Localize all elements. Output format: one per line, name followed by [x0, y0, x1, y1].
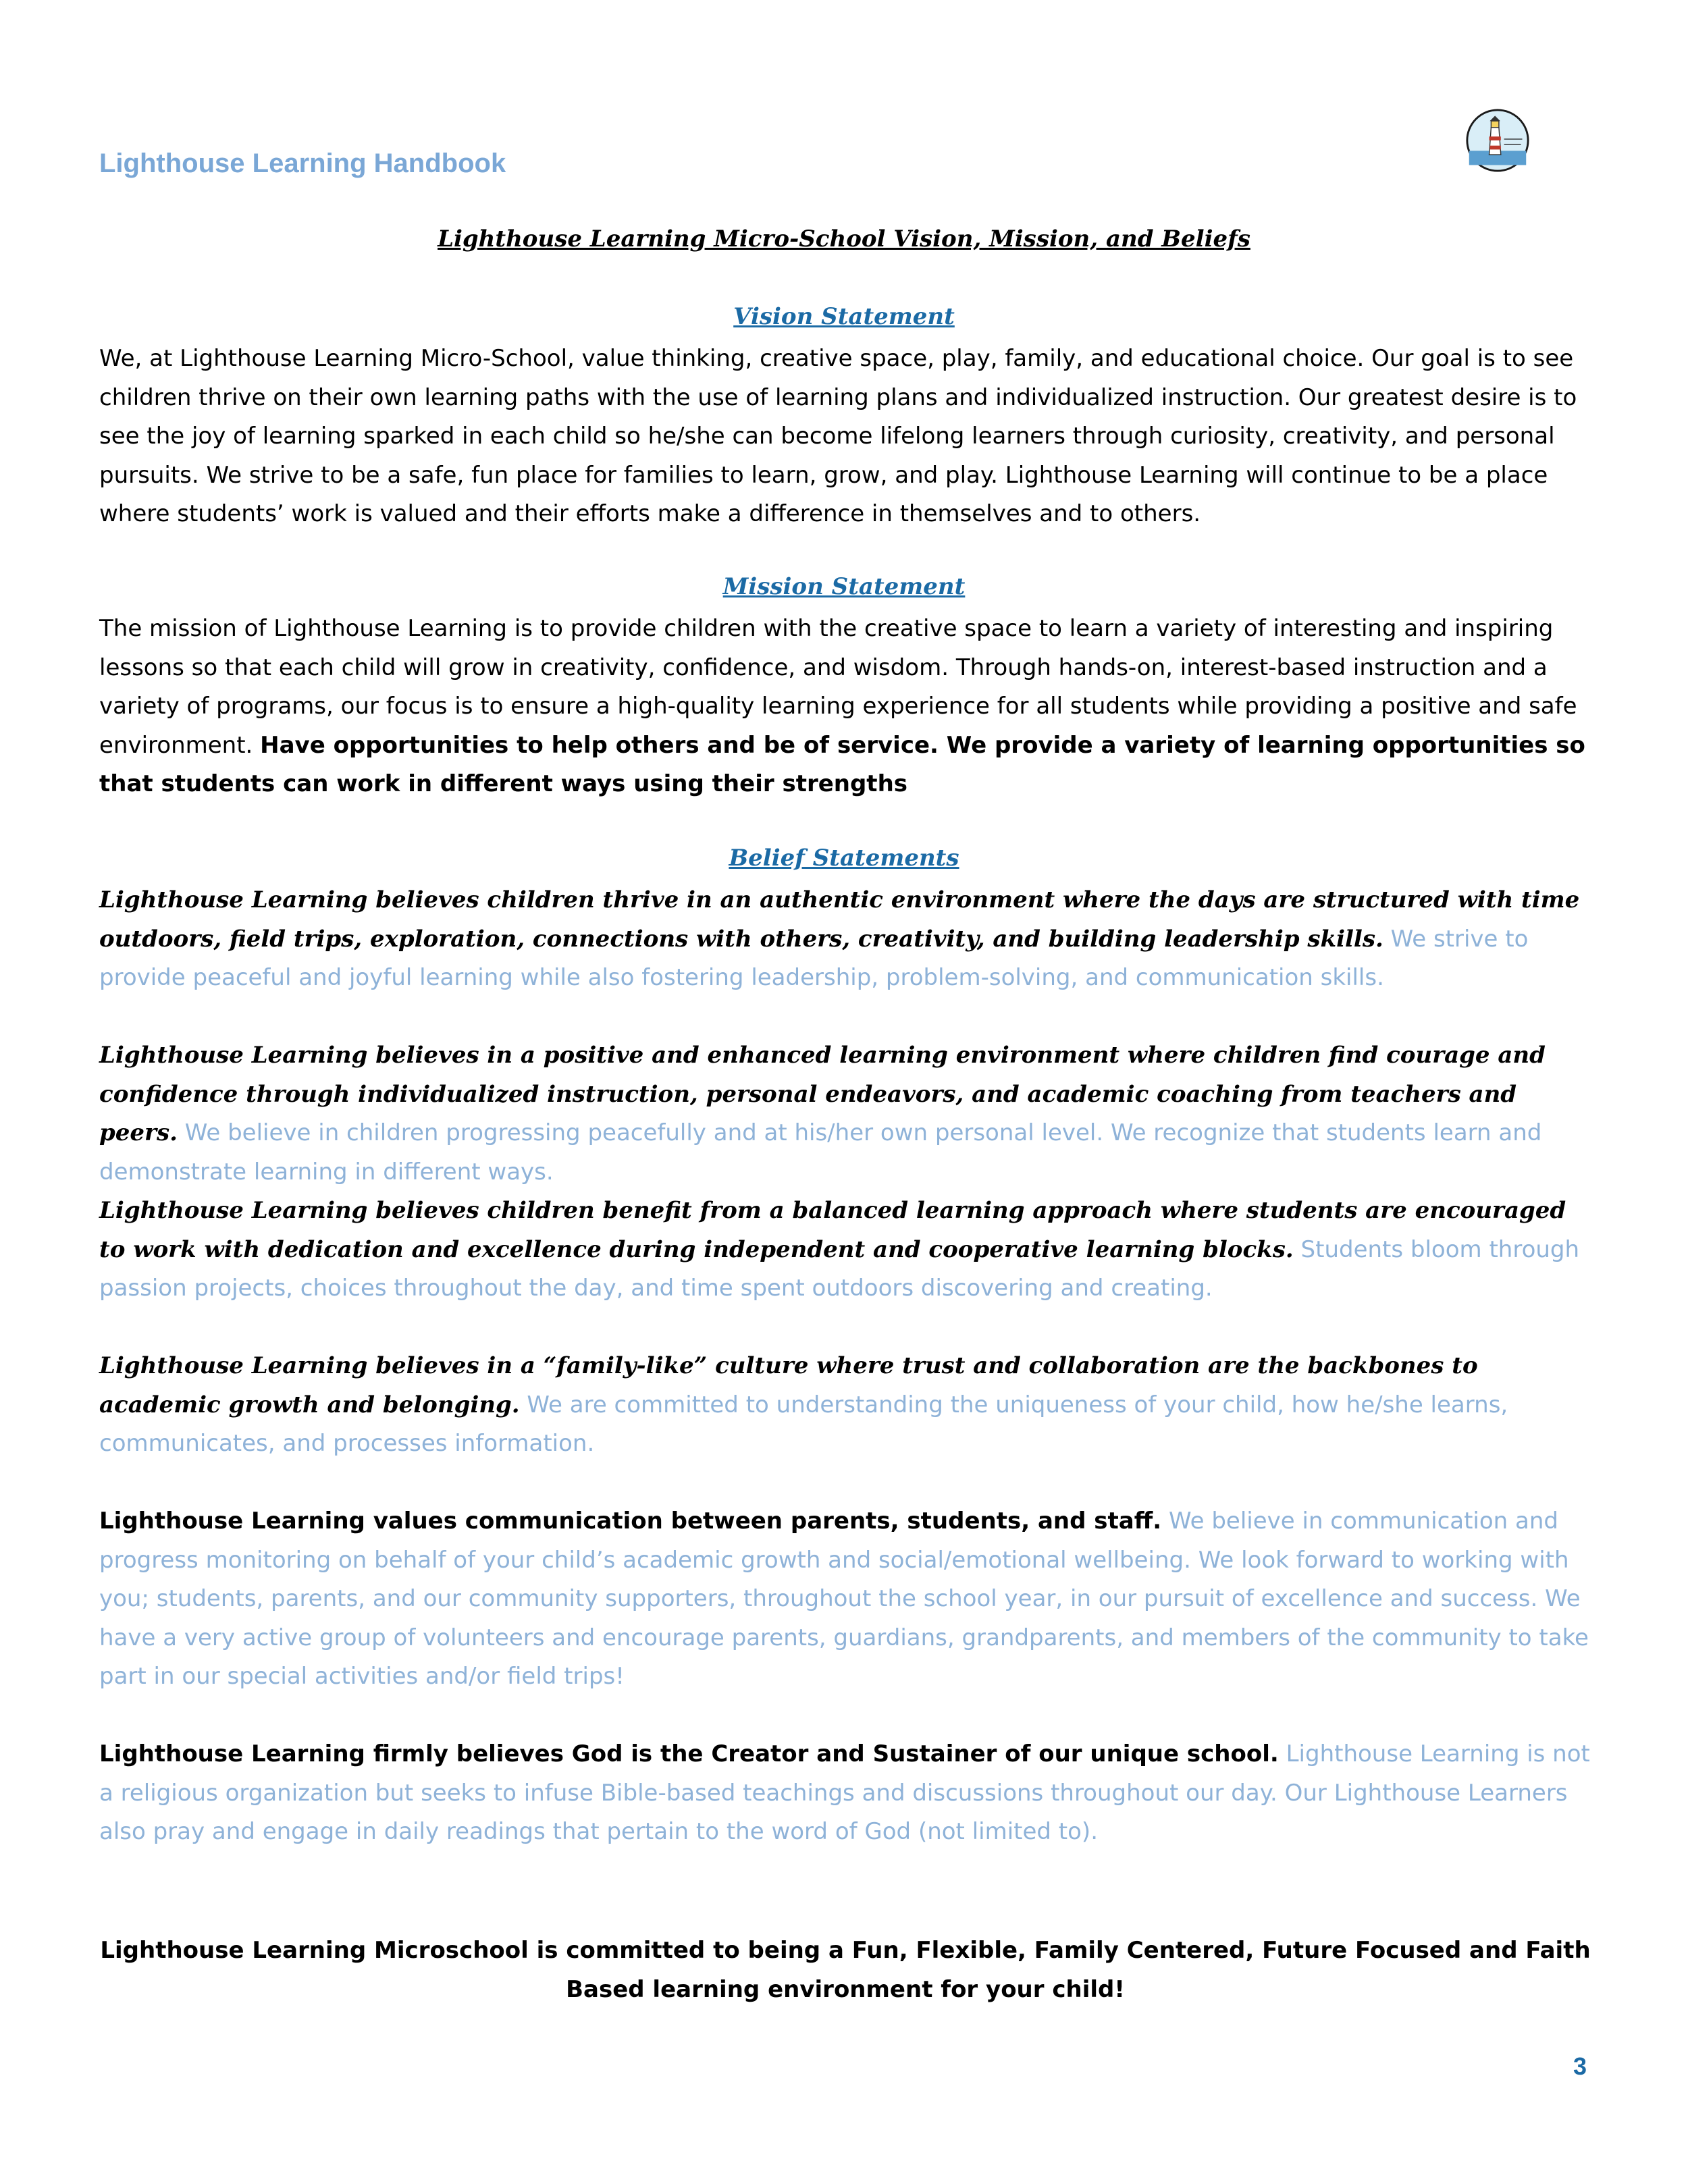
belief-item [99, 881, 1591, 998]
belief-lead: Lighthouse Learning believes in a positive and enhanced learning environment where children find courage and confidence through individualized instruction, personal endeavors, and academic coaching from teachers and peers. [99, 1042, 1546, 1146]
belief-item [99, 1036, 1591, 1192]
vision-heading: Vision Statement [733, 303, 955, 330]
belief-detail: We believe in communication and progress monitoring on behalf of your child’s academic growth and social/emotional wellbeing. We look forward to working with you; students, parents, and our community supporters, throughout the school year, in our pursuit of excellence and success. We have a very active group of volunteers and encourage parents, guardians, grandparents, and members of the community to take part in our special activities and/or field trips! [99, 1508, 1589, 1690]
closing-statement: Lighthouse Learning Microschool is committed to being a Fun, Flexible, Family Centered, Future Focused and Faith Based learning environment for your child! [100, 1937, 1591, 2003]
belief-item [99, 1735, 1591, 1852]
belief-detail: We believe in children progressing peacefully and at his/her own personal level. We recognize that students learn and demonstrate learning in different ways. [99, 1119, 1542, 1186]
belief-item [99, 1347, 1591, 1464]
beliefs-heading: Belief Statements [729, 845, 959, 872]
belief-lead: Lighthouse Learning firmly believes God is the Creator and Sustainer of our unique school. [99, 1740, 1279, 1767]
mission-heading: Mission Statement [722, 573, 966, 600]
belief-item [99, 1502, 1591, 1697]
vision-text: We, at Lighthouse Learning Micro-School, value thinking, creative space, play, family, and educational choice. Our goal is to see children thrive on their own learning paths with the use of learning plans and individualized instruction. Our greatest desire is to see the joy of learning sparked in each child so he/she can become lifelong learners through curiosity, creativity, and personal pursuits. We strive to be a safe, fun place for families to learn, grow, and play. Lighthouse Learning will continue to be a place where students’ work is valued and their efforts make a difference in themselves and to others. [99, 345, 1577, 527]
belief-detail: We strive to provide peaceful and joyful learning while also fostering leadership, problem-solving, and communication skills. [99, 925, 1529, 991]
belief-detail: Lighthouse Learning is not a religious organization but seeks to infuse Bible-based teachings and discussions throughout our day. Our Lighthouse Learners also pray and engage in daily readings that pertain to the word of God (not limited to). [99, 1740, 1590, 1845]
belief-lead: Lighthouse Learning believes children thrive in an authentic environment where the days are structured with time outdoors, field trips, exploration, connections with others, creativity, and building leadership skills. [99, 886, 1580, 953]
handbook-title: Lighthouse Learning Handbook [99, 149, 506, 178]
page-heading: Lighthouse Learning Micro-School Vision, Mission, and Beliefs [438, 225, 1250, 252]
page-number: 3 [1573, 2052, 1587, 2080]
mission-text: The mission of Lighthouse Learning is to provide children with the creative space to learn a variety of interesting and inspiring lessons so that each child will grow in creativity, confidence, and wisdom. Through hands-on, interest-based instruction and a variety of programs, our focus is to ensure a high-quality learning experience for all students while providing a positive and safe environment. [99, 615, 1577, 759]
belief-detail: Students bloom through passion projects, choices throughout the day, and time spent outdoors discovering and creating. [99, 1235, 1580, 1302]
belief-lead: Lighthouse Learning believes children benefit from a balanced learning approach where students are encouraged to work with dedication and excellence during independent and cooperative learning blocks. [99, 1197, 1566, 1263]
belief-lead: Lighthouse Learning values communication between parents, students, and staff. [99, 1508, 1162, 1535]
belief-detail: We are committed to understanding the uniqueness of your child, how he/she learns, communicates, and processes information. [99, 1391, 1508, 1457]
belief-lead: Lighthouse Learning believes in a “family-like” culture where trust and collaboration are the backbones to academic growth and belonging. [99, 1352, 1478, 1418]
lighthouse-logo-icon [1465, 108, 1530, 173]
mission-paragraph [99, 610, 1591, 804]
belief-item [99, 1192, 1591, 1308]
mission-bold-text: Have opportunities to help others and be of service. We provide a variety of learning opportunities so that students can work in different ways using their strengths [99, 731, 1585, 797]
